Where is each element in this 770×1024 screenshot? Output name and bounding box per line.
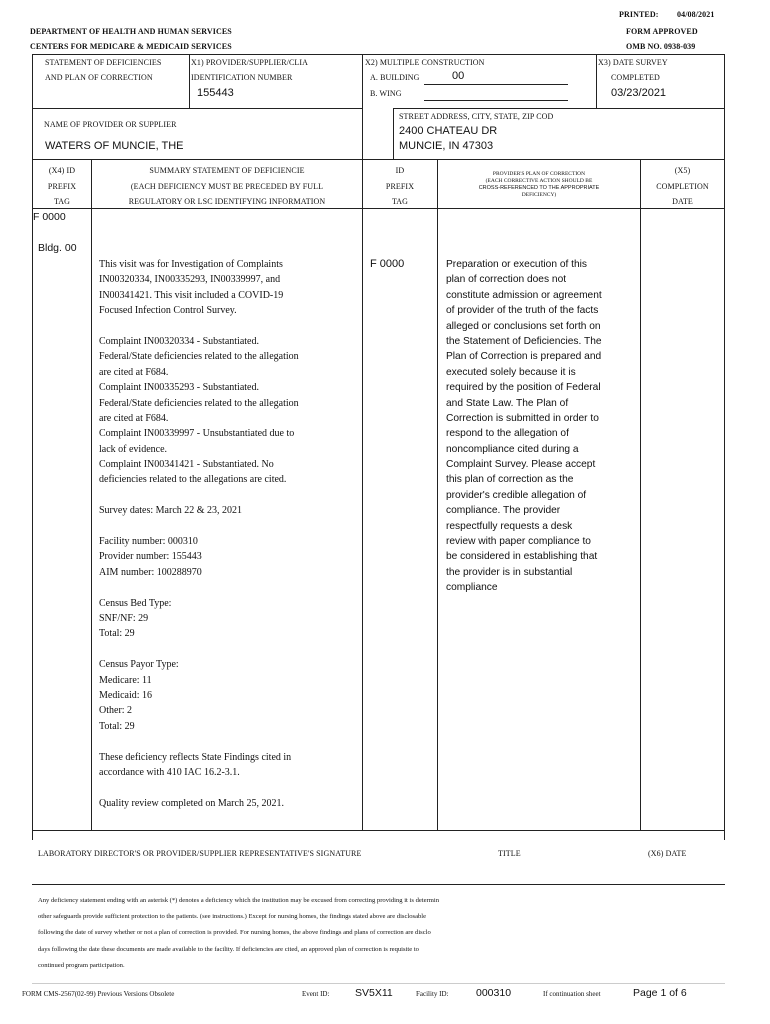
text-line: lack of evidence.: [99, 443, 168, 455]
page-number: Page 1 of 6: [633, 987, 687, 999]
facility-id-label: Facility ID:: [416, 990, 449, 998]
x5-header-2: COMPLETION: [656, 182, 709, 191]
text-line: Medicare: 11: [99, 674, 152, 686]
event-id-value: SV5X11: [355, 987, 393, 999]
plan-of-correction: [446, 257, 638, 596]
text-line: Census Payor Type:: [99, 659, 179, 671]
address-line-1: 2400 CHATEAU DR: [399, 125, 498, 137]
text-line: Plan of Correction is prepared and: [446, 351, 602, 363]
text-line: Any deficiency statement ending with an asterisk (*) denotes a deficiency which the institution may be excused from correcting providing it is determin: [38, 897, 440, 904]
address-label: STREET ADDRESS, CITY, STATE, ZIP COD: [399, 112, 554, 121]
text-line: accordance with 410 IAC 16.2-3.1.: [99, 766, 240, 778]
text-line: constitute admission or agreement: [446, 289, 602, 301]
text-line: [99, 734, 361, 749]
x1-label-1: X1) PROVIDER/SUPPLIER/CLIA: [191, 58, 309, 67]
text-line: [99, 780, 361, 795]
id-header-1: ID: [395, 166, 405, 175]
facility-id-value: 000310: [476, 987, 512, 999]
text-line: review with paper compliance to: [446, 536, 591, 548]
x4-header-1: (X4) ID: [48, 166, 76, 175]
text-line: [99, 642, 361, 657]
text-line: [99, 488, 361, 503]
text-line: alleged or conclusions set forth on: [446, 320, 601, 332]
x2-label: X2) MULTIPLE CONSTRUCTION: [365, 58, 485, 67]
text-line: respectfully requests a desk: [446, 520, 573, 532]
signature-label: LABORATORY DIRECTOR'S OR PROVIDER/SUPPLIER REPRESENTATIVE'S SIGNATURE: [38, 849, 362, 858]
id-header-3: TAG: [391, 197, 409, 206]
text-line: Survey dates: March 22 & 23, 2021: [99, 505, 243, 517]
text-line: Provider number: 155443: [99, 551, 202, 563]
x4-header-3: TAG: [53, 197, 71, 206]
disclaimer: [38, 893, 728, 974]
wing-label: B. WING: [370, 89, 402, 98]
text-line: Quality review completed on March 25, 2021.: [99, 797, 284, 809]
poc-header-1: PROVIDER'S PLAN OF CORRECTION: [492, 171, 586, 177]
form-approved: FORM APPROVED: [626, 27, 698, 36]
summary-header-2: (EACH DEFICIENCY MUST BE PRECEDED BY FULL: [130, 182, 324, 191]
text-line: the provider is in substantial: [446, 566, 573, 578]
printed-label: PRINTED:: [619, 10, 659, 19]
text-line: this plan of correction as the: [446, 474, 574, 486]
text-line: respond to the allegation of: [446, 428, 569, 440]
text-line: continued program participation.: [38, 961, 125, 969]
text-line: [99, 519, 361, 534]
text-line: compliance. The provider: [446, 505, 561, 517]
text-line: are cited at F684.: [99, 366, 169, 378]
id-header-2: PREFIX: [385, 182, 415, 191]
statement-label-1: STATEMENT OF DEFICIENCIES: [45, 58, 162, 67]
text-line: noncompliance cited during a: [446, 443, 579, 455]
date-label: (X6) DATE: [648, 849, 687, 858]
department-name: DEPARTMENT OF HEALTH AND HUMAN SERVICES: [30, 27, 232, 36]
text-line: Preparation or execution of this: [446, 259, 588, 270]
poc-header-4: DEFICIENCY): [521, 192, 557, 198]
building-tag: Bldg. 00: [38, 242, 77, 254]
provider-id-value: 155443: [197, 87, 234, 99]
poc-header-3: CROSS-REFERENCED TO THE APPROPRIATE: [478, 185, 600, 191]
statement-label-2: AND PLAN OF CORRECTION: [45, 73, 153, 82]
event-id-label: Event ID:: [302, 990, 330, 998]
address-line-2: MUNCIE, IN 47303: [399, 140, 494, 152]
left-tag: F 0000: [33, 211, 66, 223]
text-line: Federal/State deficiencies related to the allegation: [99, 397, 299, 409]
text-line: deficiencies related to the allegations are cited.: [99, 474, 287, 486]
x3-label-1: X3) DATE SURVEY: [598, 58, 668, 67]
centers-name: CENTERS FOR MEDICARE & MEDICAID SERVICES: [30, 42, 232, 51]
text-line: AIM number: 100288970: [99, 566, 202, 578]
text-line: [99, 319, 361, 334]
title-label: TITLE: [498, 849, 521, 858]
text-line: IN00320334, IN00335293, IN00339997, and: [99, 274, 281, 286]
text-line: SNF/NF: 29: [99, 612, 149, 624]
x3-label-2: COMPLETED: [611, 73, 660, 82]
text-line: of provider of the truth of the facts: [446, 305, 599, 317]
text-line: required by the position of Federal: [446, 382, 601, 394]
text-line: These deficiency reflects State Findings cited in: [99, 751, 292, 763]
text-line: following the date of survey whether or not a plan of correction is provided. For nursing homes, the above findings and plans of correction are disclo: [38, 929, 431, 937]
text-line: Complaint IN00341421 - Substantiated. No: [99, 459, 274, 471]
text-line: other safeguards provide sufficient protection to the patients. (see instructions.) Except for nursing homes, the findings stated above are disclosable: [38, 913, 427, 921]
continuation-label: If continuation sheet: [543, 990, 601, 998]
text-line: Complaint IN00320334 - Substantiated.: [99, 335, 259, 347]
summary-header-3: REGULATORY OR LSC IDENTIFYING INFORMATION: [128, 197, 326, 206]
text-line: [99, 580, 361, 595]
text-line: days following the date these documents are made available to the facility. If deficiencies are cited, an approved plan of correction is requisite to: [38, 945, 419, 953]
text-line: the Statement of Deficiencies. The: [446, 335, 602, 347]
text-line: Total: 29: [99, 720, 135, 732]
omb-number: OMB NO. 0938-039: [626, 42, 696, 51]
x1-label-2: IDENTIFICATION NUMBER: [191, 73, 293, 82]
summary-header-1: SUMMARY STATEMENT OF DEFICIENCIE: [149, 166, 305, 175]
x5-header-3: DATE: [672, 197, 693, 206]
poc-header-2: (EACH CORRECTIVE ACTION SHOULD BE: [485, 178, 593, 184]
text-line: Other: 2: [99, 705, 133, 717]
survey-date-value: 03/23/2021: [611, 87, 667, 99]
form-number: FORM CMS-2567(02-99) Previous Versions Obsolete: [22, 990, 175, 998]
building-value: 00: [452, 70, 465, 82]
x4-header-2: PREFIX: [47, 182, 77, 191]
text-line: executed solely because it is: [446, 366, 576, 378]
text-line: provider's credible allegation of: [446, 489, 587, 501]
text-line: Focused Infection Control Survey.: [99, 305, 237, 317]
text-line: Complaint IN00339997 - Unsubstantiated due to: [99, 428, 295, 440]
text-line: Census Bed Type:: [99, 597, 172, 609]
x5-header-1: (X5): [674, 166, 691, 175]
text-line: This visit was for Investigation of Complaints: [99, 259, 283, 270]
text-line: Facility number: 000310: [99, 536, 198, 548]
summary-statement: [99, 257, 361, 811]
printed-date: 04/08/2021: [677, 10, 715, 19]
text-line: plan of correction does not: [446, 274, 567, 286]
text-line: are cited at F684.: [99, 412, 169, 424]
building-label: A. BUILDING: [370, 73, 420, 82]
text-line: Medicaid: 16: [99, 689, 153, 701]
text-line: Complaint Survey. Please accept: [446, 459, 596, 471]
text-line: compliance: [446, 582, 498, 594]
text-line: and State Law. The Plan of: [446, 397, 569, 409]
text-line: Federal/State deficiencies related to the allegation: [99, 351, 299, 363]
text-line: be considered in establishing that: [446, 551, 598, 563]
provider-name-value: WATERS OF MUNCIE, THE: [45, 140, 184, 152]
text-line: Complaint IN00335293 - Substantiated.: [99, 382, 259, 394]
right-tag: F 0000: [370, 258, 405, 270]
text-line: IN00341421. This visit included a COVID-19: [99, 289, 284, 301]
text-line: Correction is submitted in order to: [446, 412, 599, 424]
text-line: Total: 29: [99, 628, 135, 640]
provider-name-label: NAME OF PROVIDER OR SUPPLIER: [44, 120, 177, 129]
